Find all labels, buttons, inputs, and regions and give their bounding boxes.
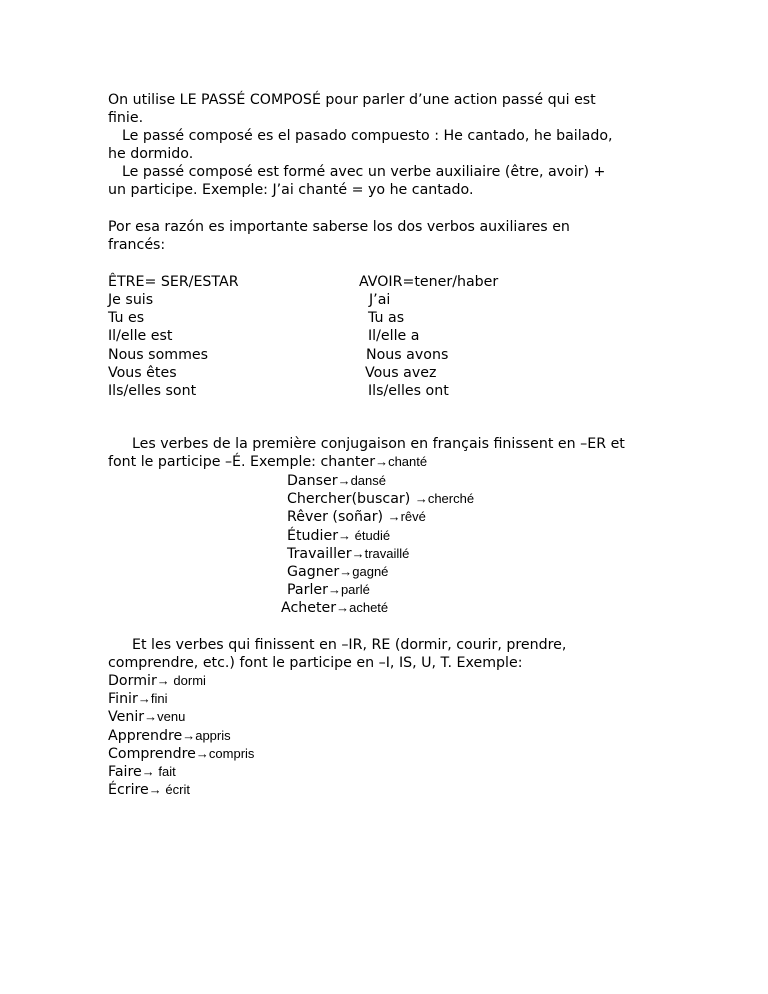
er-example-result: → étudié (338, 528, 391, 543)
avoir-header: AVOIR=tener/haber (359, 274, 499, 290)
ir-example-verb: Apprendre (108, 728, 183, 744)
avoir-form-vous: Vous avez (365, 365, 437, 381)
ir-example-result: →venu (144, 709, 186, 724)
etre-header: ÊTRE= SER/ESTAR (108, 274, 239, 290)
er-example-result: →dansé (337, 473, 386, 488)
er-example (281, 599, 388, 617)
avoir-form-tu: Tu as (368, 310, 405, 326)
ir-example-verb: Finir (108, 691, 138, 707)
ir-example (108, 727, 231, 745)
er-line-2 (108, 453, 427, 471)
ir-example-verb: Comprendre (108, 746, 196, 762)
er-example-result: →cherché (414, 491, 475, 506)
er-line-1: Les verbes de la première conjugaison en français finissent en –ER et (132, 436, 625, 452)
er-example-verb: Chercher(buscar) (287, 491, 415, 507)
er-example (287, 545, 409, 563)
er-example (287, 490, 474, 508)
reason-line-2: francés: (108, 237, 166, 253)
intro-line-3: Le passé composé es el pasado compuesto : He cantado, he bailado, (122, 128, 613, 144)
ir-example-result: →appris (182, 728, 231, 743)
ir-example-verb: Dormir (108, 673, 157, 689)
etre-form-je: Je suis (108, 292, 154, 308)
er-example-result: →gagné (339, 564, 389, 579)
ir-example-verb: Écrire (108, 782, 149, 798)
er-example (287, 527, 390, 545)
etre-form-nous: Nous sommes (108, 347, 209, 363)
etre-form-ils: Ils/elles sont (108, 383, 197, 399)
er-example-result: →acheté (336, 600, 389, 615)
er-example (287, 472, 386, 490)
er-example-verb: Danser (287, 473, 338, 489)
ir-example-result: → écrit (148, 782, 190, 797)
ir-example (108, 763, 176, 781)
ir-example (108, 708, 185, 726)
er-example (287, 508, 426, 526)
ir-example-result: →compris (195, 746, 255, 761)
er-example-verb: Gagner (287, 564, 340, 580)
er-line-2-result: →chanté (375, 454, 428, 469)
er-example-verb: Acheter (281, 600, 337, 616)
ir-example (108, 672, 206, 690)
er-line-2-text: font le participe –É. Exemple: chanter (108, 454, 376, 470)
er-example-verb: Étudier (287, 528, 339, 544)
ir-example-result: → dormi (156, 673, 206, 688)
avoir-form-je: J’ai (369, 292, 391, 308)
intro-line-1: On utilise LE PASSÉ COMPOSÉ pour parler d’une action passé qui est (108, 92, 596, 108)
reason-line-1: Por esa razón es importante saberse los dos verbos auxiliares en (108, 219, 570, 235)
intro-line-4: he dormido. (108, 146, 194, 162)
er-example-verb: Travailler (287, 546, 352, 562)
intro-line-6: un participe. Exemple: J’ai chanté = yo he cantado. (108, 182, 474, 198)
ir-example (108, 690, 167, 708)
etre-form-il: Il/elle est (108, 328, 173, 344)
ir-example-verb: Venir (108, 709, 145, 725)
er-example-verb: Parler (287, 582, 328, 598)
avoir-form-nous: Nous avons (366, 347, 449, 363)
avoir-form-ils: Ils/elles ont (368, 383, 449, 399)
er-example-result: →parlé (327, 582, 370, 597)
ir-example-verb: Faire (108, 764, 142, 780)
intro-line-2: finie. (108, 110, 144, 126)
etre-form-vous: Vous êtes (108, 365, 177, 381)
er-example-result: →rêvé (387, 509, 426, 524)
etre-form-tu: Tu es (108, 310, 145, 326)
er-example (287, 563, 388, 581)
ir-line-1: Et les verbes qui finissent en –IR, RE (dormir, courir, prendre, (132, 637, 567, 653)
ir-example-result: →fini (137, 691, 168, 706)
ir-line-2: comprendre, etc.) font le participe en –I, IS, U, T. Exemple: (108, 655, 523, 671)
ir-example (108, 781, 190, 799)
er-example-result: →travaillé (351, 546, 410, 561)
ir-example (108, 745, 254, 763)
er-example-verb: Rêver (soñar) (287, 509, 388, 525)
ir-example-result: → fait (141, 764, 176, 779)
avoir-form-il: Il/elle a (368, 328, 420, 344)
er-example (287, 581, 370, 599)
intro-line-5: Le passé composé est formé avec un verbe auxiliaire (être, avoir) + (122, 164, 606, 180)
